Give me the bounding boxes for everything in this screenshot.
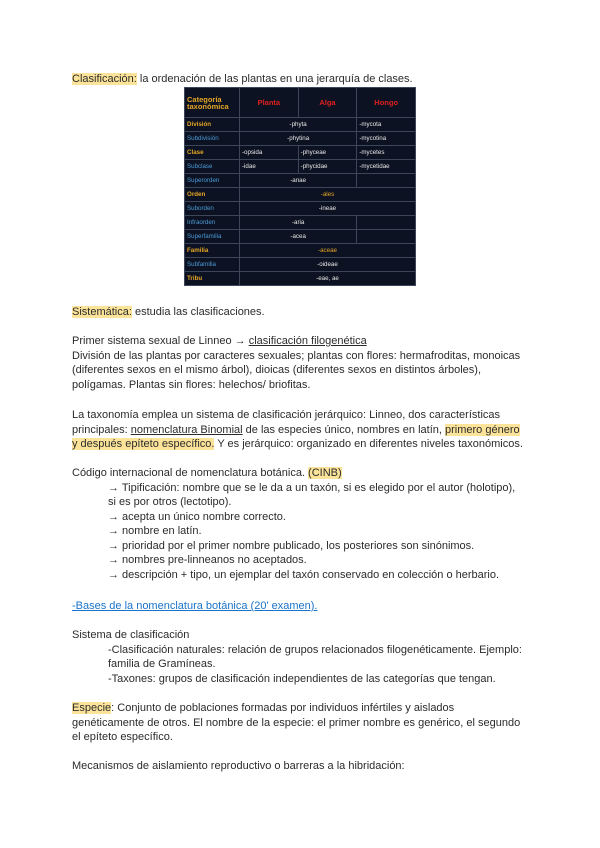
cell-value: -phycidae: [298, 160, 357, 174]
row-label: Subdivisión: [185, 132, 240, 146]
cell-value: -mycota: [357, 118, 416, 132]
systematics-definition: [72, 305, 532, 320]
highlight-span: primero género: [445, 423, 520, 436]
header-hongo: Hongo: [357, 88, 416, 118]
linneo-paragraph: [72, 334, 532, 392]
taxonomy-table: [184, 87, 416, 286]
systematics-term: Sistemática:: [72, 306, 132, 318]
header-category-line2: taxonómica: [187, 101, 229, 111]
row-label: Tribu: [185, 271, 240, 285]
paragraph-span: : Conjunto de poblaciones formadas por individuos infértiles y aislados: [111, 702, 455, 714]
cell-value: -ineae: [240, 202, 416, 216]
cell-value: -mycotina: [357, 132, 416, 146]
row-label: Subclase: [185, 160, 240, 174]
paragraph-line: División de las plantas por caracteres sexuales; plantas con flores: hermafroditas, monoicas: [72, 349, 521, 362]
paragraph-span: principales:: [72, 423, 131, 436]
row-label: División: [185, 118, 240, 132]
table-row: [185, 160, 416, 174]
table-row: [185, 216, 416, 230]
cinb-paragraph: [72, 466, 532, 582]
paragraph-line: La taxonomía emplea un sistema de clasificación jerárquico: Linneo, dos características: [72, 409, 501, 421]
cell-empty: [357, 230, 416, 244]
classification-term: Clasificación:: [72, 73, 137, 85]
nomenclature-link[interactable]: -Bases de la nomenclatura botánica (20' examen).: [72, 600, 318, 612]
list-item: → prioridad por el primer nombre publicado, los posteriores son sinónimos.: [108, 539, 475, 552]
row-label: Familia: [185, 243, 240, 257]
binomial-nomenclature: nomenclatura Binomial: [130, 423, 243, 436]
cell-value: -aria: [240, 216, 357, 230]
paragraph-span: Y es jerárquico: organizado en diferentes niveles taxonómicos.: [214, 438, 523, 450]
cinb-title: Código internacional de nomenclatura botánica.: [72, 467, 309, 479]
list-item: → nombre en latín.: [108, 525, 202, 537]
paragraph-line: -Clasificación naturales: relación de grupos relacionados filogenéticamente. Ejemplo:: [108, 643, 522, 656]
table-row: [185, 188, 416, 202]
list-item: → nombres pre-linneanos no aceptados.: [108, 554, 307, 566]
table-row: [185, 174, 416, 188]
species-term: Especie: [72, 702, 112, 714]
paragraph-line: (diferentes sexos en el mismo árbol), dioicas (diferentes sexos en distintos árboles),: [72, 364, 482, 376]
cell-empty: [357, 216, 416, 230]
linneo-intro: Primer sistema sexual de Linneo →: [72, 335, 249, 347]
section-title: Sistema de clasificación: [72, 629, 190, 641]
paragraph-line: polígamas. Plantas sin flores: helechos/ briofitas.: [72, 378, 311, 391]
cell-empty: [357, 174, 416, 188]
cell-value: -eae, ae: [240, 271, 416, 285]
cinb-acronym: (CINB): [308, 467, 342, 479]
row-label: Superorden: [185, 174, 240, 188]
paragraph-span: Mecanismos de aislamiento reproductivo o barreras a la hibridación:: [72, 760, 405, 772]
classification-system: [72, 628, 532, 686]
row-label: Infraorden: [185, 216, 240, 230]
systematics-text: estudia las clasificaciones.: [131, 306, 265, 318]
table-row: [185, 202, 416, 216]
cell-value: -oideae: [240, 257, 416, 271]
table-row: [185, 257, 416, 271]
table-row: [185, 118, 416, 132]
cell-value: -phytina: [240, 132, 357, 146]
highlight-span: y después epíteto específico.: [72, 438, 215, 450]
paragraph-line: familia de Gramíneas.: [108, 658, 216, 670]
phylogenetic-classification: clasificación filogenética: [248, 335, 367, 347]
cell-value: -ales: [240, 188, 416, 202]
list-item: → acepta un único nombre correcto.: [108, 510, 286, 523]
list-item: → descripción + tipo, un ejemplar del taxón conservado en colección o herbario.: [108, 568, 500, 581]
cell-value: -mycetes: [357, 146, 416, 160]
table-row: [185, 271, 416, 285]
header-category-line1: Categoría: [187, 94, 222, 104]
species-definition: [72, 701, 532, 745]
nomenclature-link-line: [72, 599, 532, 614]
header-category: [185, 88, 240, 118]
isolation-mechanisms: [72, 759, 532, 774]
cell-value: -mycetidae: [357, 160, 416, 174]
table-row: [185, 132, 416, 146]
classification-text: la ordenación de las plantas en una jerarquía de clases.: [136, 73, 413, 85]
header-planta: Planta: [240, 88, 299, 118]
cell-value: -anae: [240, 174, 357, 188]
cell-value: -opsida: [240, 146, 299, 160]
table-row: [185, 146, 416, 160]
row-label: Orden: [185, 188, 240, 202]
cell-value: -aceae: [240, 243, 416, 257]
cell-value: -idae: [240, 160, 299, 174]
list-item: → Tipificación: nombre que se le da a un taxón, si es elegido por el autor (holotipo),: [108, 481, 516, 494]
header-alga: Alga: [298, 88, 357, 118]
table-row: [185, 243, 416, 257]
row-label: Superfamilia: [185, 230, 240, 244]
table-row: [185, 230, 416, 244]
taxonomy-paragraph: [72, 408, 532, 452]
paragraph-line: el epíteto específico.: [72, 731, 173, 743]
row-label: Subfamilia: [185, 257, 240, 271]
list-item: si es por otros (lectotipo).: [108, 496, 232, 508]
paragraph-span: de las especies único, nombres en latín,: [242, 423, 445, 436]
row-label: Clase: [185, 146, 240, 160]
row-label: Suborden: [185, 202, 240, 216]
paragraph-line: genéticamente de otros. El nombre de la especie: el primer nombre es genérico, el segundo: [72, 716, 521, 729]
cell-value: -acea: [240, 230, 357, 244]
cell-value: -phyceae: [298, 146, 357, 160]
paragraph-line: -Taxones: grupos de clasificación independientes de las categorías que tengan.: [108, 672, 496, 685]
cell-value: -phyta: [240, 118, 357, 132]
classification-definition: [72, 72, 532, 87]
